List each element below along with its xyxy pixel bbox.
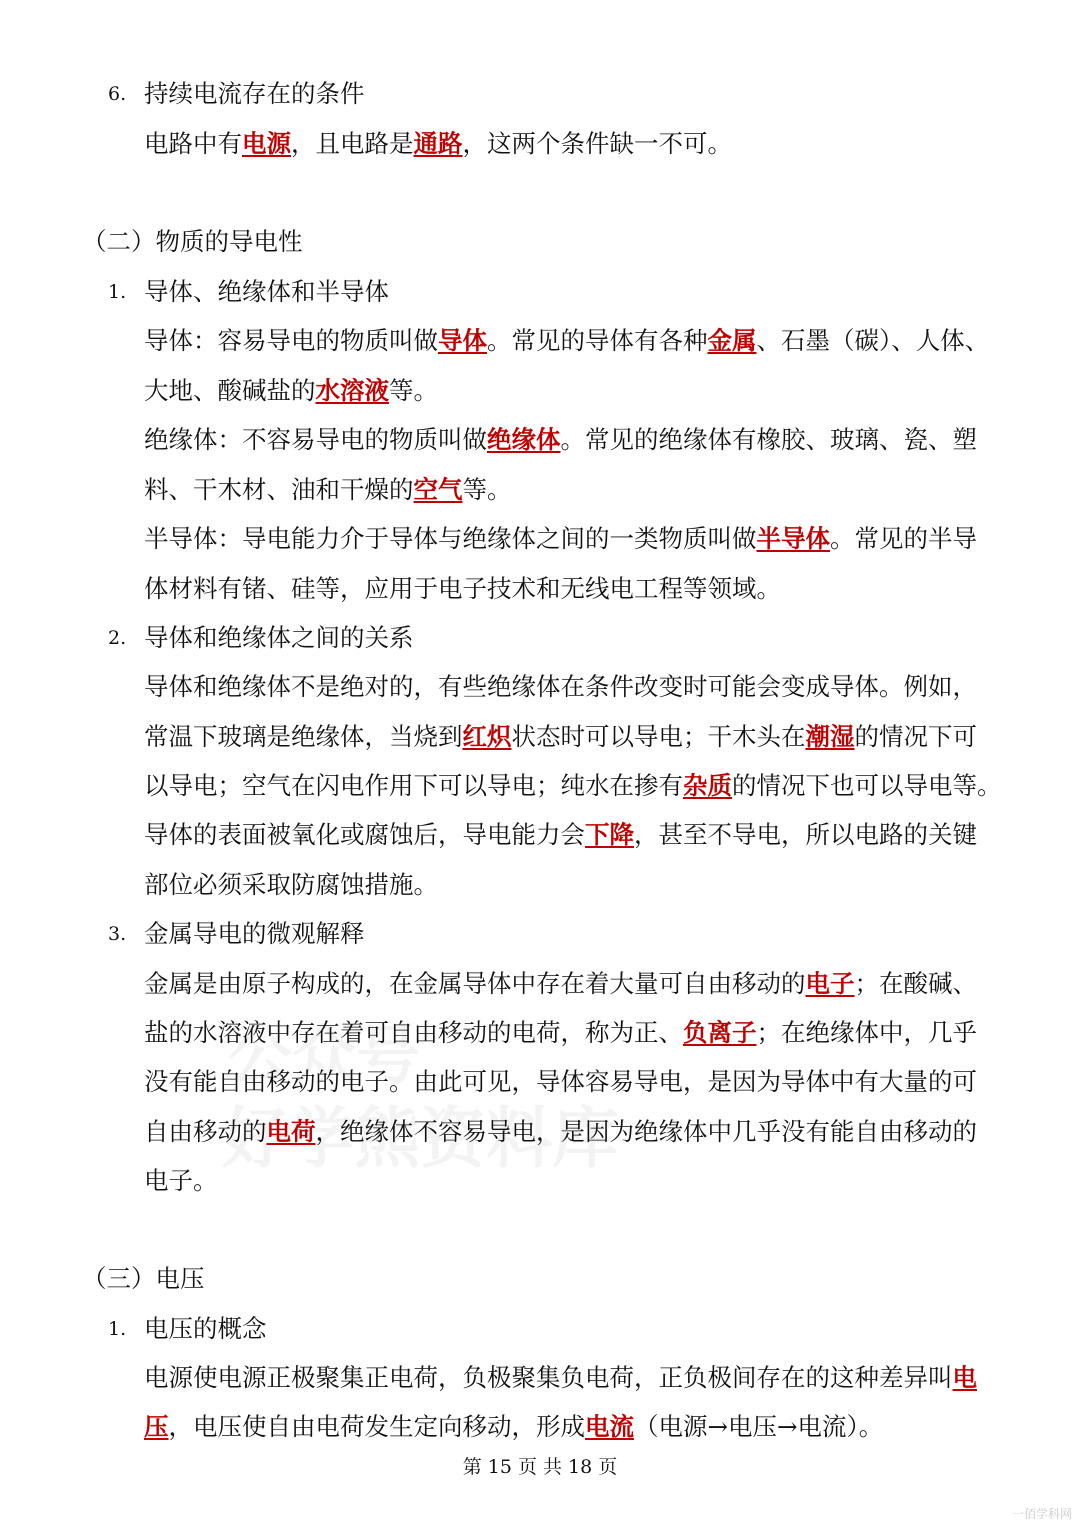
text: 的情况下也可以导电等。 <box>732 771 1002 800</box>
keyword: 压 <box>144 1412 169 1441</box>
text: ，绝缘体不容易导电，是因为绝缘体中几乎没有能自由移动的 <box>315 1117 977 1146</box>
text: 电路中有 <box>144 129 242 158</box>
keyword: 杂质 <box>683 771 732 800</box>
item-title: 持续电流存在的条件 <box>144 79 365 108</box>
text: 常温下玻璃是绝缘体，当烧到 <box>144 722 463 751</box>
keyword: 空气 <box>413 475 463 504</box>
paragraph-line: 没有能自由移动的电子。由此可见，导体容易导电，是因为导体中有大量的可 <box>144 1067 977 1096</box>
paragraph-line: 电子。 <box>144 1166 218 1195</box>
keyword: 红炽 <box>462 722 512 751</box>
item-number: 6. <box>108 83 127 105</box>
page-footer: 第 15 页 共 18 页 <box>462 1456 618 1478</box>
keyword: 金属 <box>707 326 757 355</box>
text: ，且电路是 <box>291 129 414 158</box>
text: （电源→电压→电流）。 <box>634 1412 884 1441</box>
keyword: 电荷 <box>266 1117 316 1146</box>
keyword: 潮湿 <box>805 722 855 751</box>
keyword: 电 <box>952 1363 977 1392</box>
text: 电源使电源正极聚集正电荷，负极聚集负电荷，正负极间存在的这种差异叫 <box>144 1363 953 1392</box>
text: 导体的表面被氧化或腐蚀后，导电能力会 <box>144 820 585 849</box>
item-title: 金属导电的微观解释 <box>144 919 365 948</box>
keyword: 电流 <box>585 1412 634 1441</box>
item-number: 2. <box>108 627 127 649</box>
text: ，这两个条件缺一不可。 <box>462 129 732 158</box>
text: 盐的水溶液中存在着可自由移动的电荷，称为正、 <box>144 1018 683 1047</box>
text: 。常见的绝缘体有橡胶、玻璃、瓷、塑 <box>560 425 977 454</box>
keyword: 绝缘体 <box>487 425 561 454</box>
keyword: 通路 <box>413 129 463 158</box>
text: 导体：容易导电的物质叫做 <box>144 326 438 355</box>
text: 等。 <box>389 376 438 405</box>
item-title: 导体、绝缘体和半导体 <box>144 277 389 306</box>
item-number: 1. <box>108 281 127 303</box>
item-title: 电压的概念 <box>144 1314 267 1343</box>
paragraph-line: 部位必须采取防腐蚀措施。 <box>144 870 438 899</box>
keyword: 电源 <box>242 129 291 158</box>
text: ，电压使自由电荷发生定向移动，形成 <box>168 1412 585 1441</box>
keyword: 电子 <box>805 969 855 998</box>
text: ，甚至不导电，所以电路的关键 <box>634 820 977 849</box>
section-heading: （三）电压 <box>82 1264 205 1293</box>
paragraph-line <box>144 423 977 457</box>
item-number: 3. <box>108 923 127 945</box>
paragraph-line <box>144 1016 977 1050</box>
keyword: 负离子 <box>683 1018 757 1047</box>
paragraph-line <box>144 522 977 556</box>
corner-watermark: 一佰学科网 <box>1011 1507 1072 1521</box>
paragraph-line <box>144 473 512 507</box>
paragraph-line <box>144 1361 977 1395</box>
paragraph-line: 导体和绝缘体不是绝对的，有些绝缘体在条件改变时可能会变成导体。例如， <box>144 672 977 701</box>
item-number: 1. <box>108 1318 127 1340</box>
paragraph-line <box>144 720 977 754</box>
keyword: 下降 <box>585 820 634 849</box>
text: 金属是由原子构成的，在金属导体中存在着大量可自由移动的 <box>144 969 806 998</box>
text: 以导电；空气在闪电作用下可以导电；纯水在掺有 <box>144 771 683 800</box>
paragraph-line <box>144 1410 883 1444</box>
text: 的情况下可 <box>854 722 977 751</box>
text: 状态时可以导电；干木头在 <box>511 722 806 751</box>
text: 绝缘体：不容易导电的物质叫做 <box>144 425 487 454</box>
text: ；在酸碱、 <box>854 969 977 998</box>
keyword: 水溶液 <box>315 376 389 405</box>
text: 等。 <box>462 475 512 504</box>
paragraph-line <box>144 324 989 358</box>
text: 大地、酸碱盐的 <box>144 376 316 405</box>
paragraph-line <box>144 818 977 852</box>
keyword: 导体 <box>438 326 487 355</box>
section-heading: （二）物质的导电性 <box>82 227 303 256</box>
paragraph-line <box>144 127 732 161</box>
paragraph-line <box>144 769 1002 803</box>
text: ；在绝缘体中，几乎 <box>756 1018 977 1047</box>
text: 。常见的导体有各种 <box>487 326 708 355</box>
text: 料、干木材、油和干燥的 <box>144 475 414 504</box>
paragraph-line <box>144 967 977 1001</box>
text: 。常见的半导 <box>830 524 977 553</box>
text: 自由移动的 <box>144 1117 267 1146</box>
keyword: 半导体 <box>756 524 830 553</box>
item-title: 导体和绝缘体之间的关系 <box>144 623 414 652</box>
text: 、石墨（碳）、人体、 <box>756 326 990 355</box>
paragraph-line <box>144 1115 977 1149</box>
text: 半导体：导电能力介于导体与绝缘体之间的一类物质叫做 <box>144 524 757 553</box>
paragraph-line <box>144 374 438 408</box>
paragraph-line: 体材料有锗、硅等，应用于电子技术和无线电工程等领域。 <box>144 574 781 603</box>
